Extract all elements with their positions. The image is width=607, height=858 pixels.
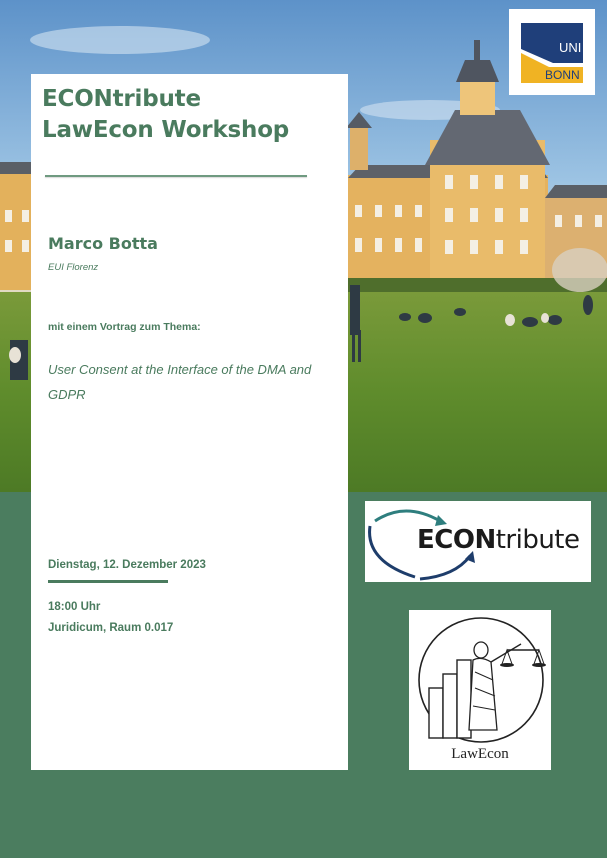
title-line-2: LawEcon Workshop xyxy=(42,117,290,143)
econtribute-wordmark xyxy=(417,525,580,555)
uni-bonn-mark xyxy=(509,9,595,95)
info-panel xyxy=(31,74,348,770)
title-divider xyxy=(45,175,307,177)
event-date: Dienstag, 12. Dezember 2023 xyxy=(48,559,206,571)
event-time: 18:00 Uhr xyxy=(48,601,101,613)
uni-text: UNI xyxy=(559,40,582,55)
bonn-text: BONN xyxy=(545,68,580,82)
workshop-title xyxy=(42,84,289,146)
justice-scale-icon xyxy=(409,610,551,750)
lawecon-wordmark: LawEcon xyxy=(451,746,509,762)
title-line-1: ECONtribute xyxy=(42,86,201,112)
talk-intro: mit einem Vortrag zum Thema: xyxy=(48,321,201,333)
tribute-text: tribute xyxy=(495,525,580,555)
econ-bold: ECON xyxy=(417,525,496,555)
speaker-name: Marco Botta xyxy=(48,234,158,253)
speaker-affiliation: EUI Florenz xyxy=(48,262,99,273)
econtribute-logo xyxy=(365,501,591,582)
event-room: Juridicum, Raum 0.017 xyxy=(48,622,174,634)
uni-bonn-logo xyxy=(509,9,595,95)
lawecon-logo xyxy=(409,610,551,770)
date-divider xyxy=(48,580,168,583)
talk-title: User Consent at the Interface of the DMA and GDPR xyxy=(48,362,312,402)
